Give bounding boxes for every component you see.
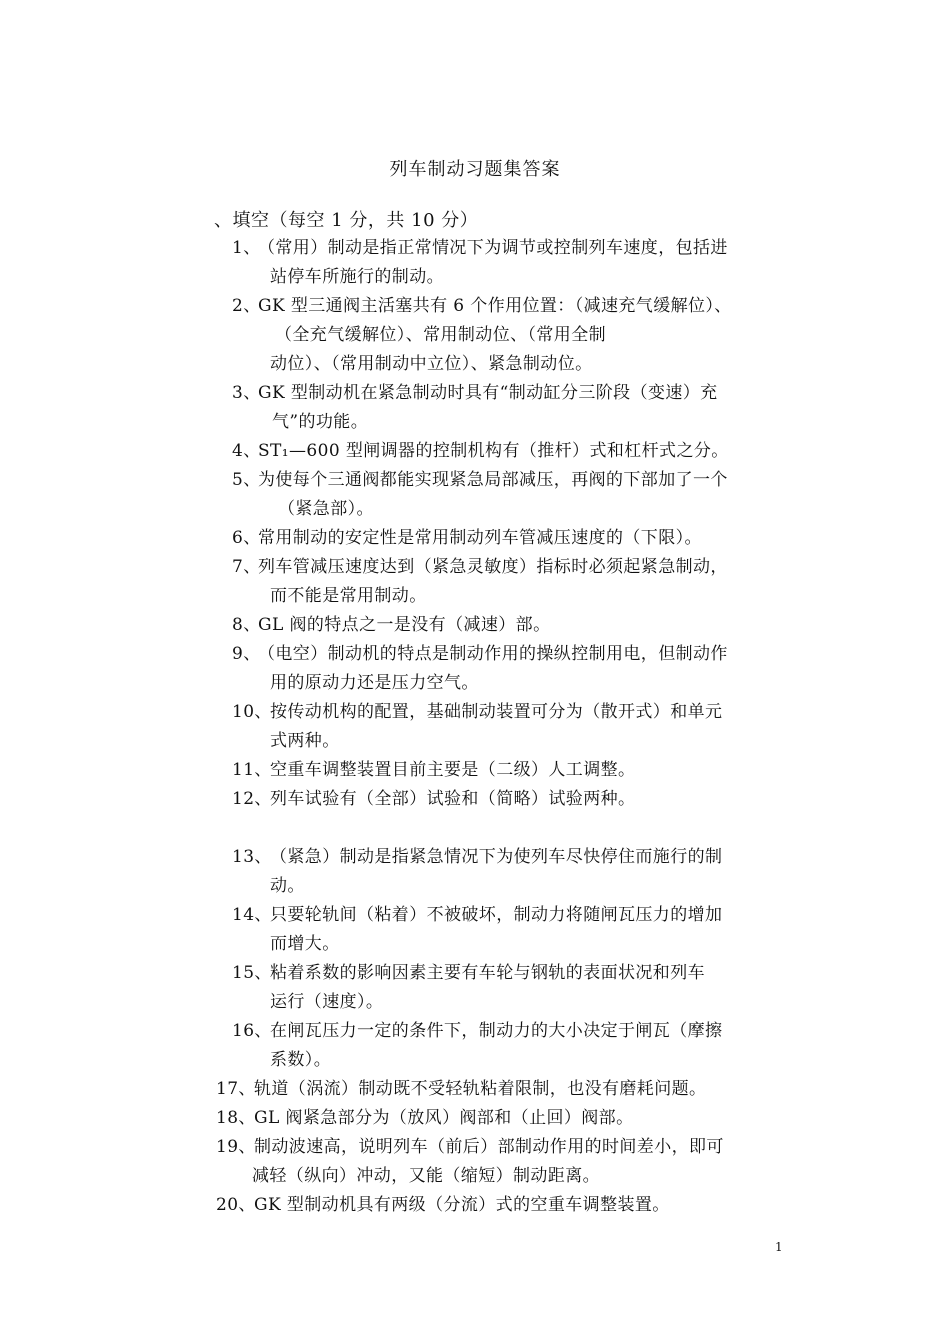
item-number: 7、 xyxy=(232,557,261,577)
item-text-line: 站停车所施行的制动。 xyxy=(270,267,444,287)
list-item xyxy=(0,901,950,959)
item-text-line: 式两种。 xyxy=(270,731,340,751)
item-text-line: 列车试验有（全部）试验和（简略）试验两种。 xyxy=(270,789,636,809)
list-item xyxy=(0,1104,950,1133)
item-text-line: 动位）、（常用制动中立位）、紧急制动位。 xyxy=(270,354,593,374)
item-number: 19、 xyxy=(216,1137,256,1157)
item-number: 5、 xyxy=(232,470,261,490)
list-item xyxy=(0,640,950,698)
list-item xyxy=(0,1133,950,1191)
item-text-line: 动。 xyxy=(270,876,305,896)
item-text-line: （紧急）制动是指紧急情况下为使列车尽快停住而施行的制 xyxy=(270,847,723,867)
list-item xyxy=(0,1017,950,1075)
item-text-line: 而增大。 xyxy=(270,934,340,954)
item-number: 9、 xyxy=(232,644,261,664)
item-text-line: 制动波速高，说明列车（前后）部制动作用的时间差小，即可 xyxy=(254,1137,724,1157)
item-text-line: （紧急部）。 xyxy=(278,499,374,519)
item-number: 3、 xyxy=(232,383,261,403)
list-item xyxy=(0,292,950,379)
item-text-line: 只要轮轨间（粘着）不被破坏，制动力将随闸瓦压力的增加 xyxy=(270,905,723,925)
item-number: 18、 xyxy=(216,1108,256,1128)
page-number: 1 xyxy=(775,1240,783,1254)
list-item xyxy=(0,234,950,292)
item-text-line: ST₁—600 型闸调器的控制机构有（推杆）式和杠杆式之分。 xyxy=(258,441,729,461)
list-item xyxy=(0,843,950,901)
item-text-line: 用的原动力还是压力空气。 xyxy=(270,673,479,693)
item-number: 10、 xyxy=(232,702,272,722)
list-item xyxy=(0,611,950,640)
item-text-line: 在闸瓦压力一定的条件下，制动力的大小决定于闸瓦（摩擦 xyxy=(270,1021,723,1041)
answer-list xyxy=(0,234,950,1220)
item-number: 2、 xyxy=(232,296,261,316)
item-number: 14、 xyxy=(232,905,272,925)
list-item xyxy=(0,437,950,466)
item-text-line: GK 型三通阀主活塞共有 6 个作用位置：（减速充气缓解位）、 xyxy=(258,296,732,316)
item-number: 1、 xyxy=(232,238,261,258)
list-item xyxy=(0,756,950,785)
item-text-line: GK 型制动机在紧急制动时具有“制动缸分三阶段（变速）充 xyxy=(258,383,718,403)
list-item xyxy=(0,553,950,611)
item-text-line: 气”的功能。 xyxy=(272,412,369,432)
item-text-line: 粘着系数的影响因素主要有车轮与钢轨的表面状况和列车 xyxy=(270,963,705,983)
item-number: 16、 xyxy=(232,1021,272,1041)
item-number: 4、 xyxy=(232,441,261,461)
item-number: 13、 xyxy=(232,847,272,867)
item-text-line: 为使每个三通阀都能实现紧急局部减压，再阀的下部加了一个 xyxy=(258,470,728,490)
list-item xyxy=(0,785,950,814)
item-text-line: 轨道（涡流）制动既不受轻轨粘着限制，也没有磨耗问题。 xyxy=(254,1079,707,1099)
item-text-line: 空重车调整装置目前主要是（二级）人工调整。 xyxy=(270,760,636,780)
item-text-line: 而不能是常用制动。 xyxy=(270,586,427,606)
list-item xyxy=(0,959,950,1017)
list-item xyxy=(0,698,950,756)
list-item xyxy=(0,379,950,437)
section-heading: 、填空（每空 1 分，共 10 分） xyxy=(214,210,479,231)
item-number: 15、 xyxy=(232,963,272,983)
item-number: 6、 xyxy=(232,528,261,548)
list-item xyxy=(0,466,950,524)
item-text-line: 系数）。 xyxy=(270,1050,332,1070)
item-text-line: 按传动机构的配置，基础制动装置可分为（散开式）和单元 xyxy=(270,702,723,722)
item-number: 11、 xyxy=(232,760,272,780)
item-text-line: 运行（速度）。 xyxy=(270,992,384,1012)
item-number: 17、 xyxy=(216,1079,256,1099)
item-text-line: （常用）制动是指正常情况下为调节或控制列车速度，包括进 xyxy=(258,238,728,258)
item-text-line: GL 阀紧急部分为（放风）阀部和（止回）阀部。 xyxy=(254,1108,634,1128)
item-number: 12、 xyxy=(232,789,272,809)
item-text-line: 常用制动的安定性是常用制动列车管减压速度的（下限）。 xyxy=(258,528,702,548)
item-text-line: （全充气缓解位）、常用制动位、（常用全制 xyxy=(275,325,606,345)
item-text-line: （电空）制动机的特点是制动作用的操纵控制用电，但制动作 xyxy=(258,644,728,664)
item-text-line: GL 阀的特点之一是没有（减速）部。 xyxy=(258,615,551,635)
document-title: 列车制动习题集答案 xyxy=(389,159,561,180)
list-item xyxy=(0,1075,950,1104)
item-number: 20、 xyxy=(216,1195,256,1215)
item-text-line: GK 型制动机具有两级（分流）式的空重车调整装置。 xyxy=(254,1195,670,1215)
list-item xyxy=(0,524,950,553)
item-number: 8、 xyxy=(232,615,261,635)
item-text-line: 减轻（纵向）冲动，又能（缩短）制动距离。 xyxy=(252,1166,600,1186)
item-text-line: 列车管减压速度达到（紧急灵敏度）指标时必须起紧急制动， xyxy=(258,557,728,577)
list-item xyxy=(0,1191,950,1220)
